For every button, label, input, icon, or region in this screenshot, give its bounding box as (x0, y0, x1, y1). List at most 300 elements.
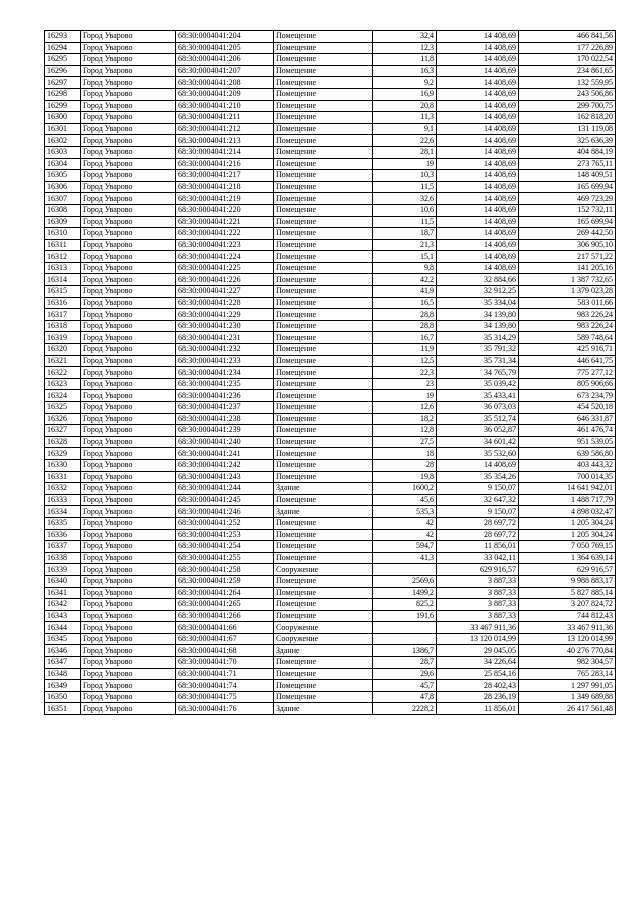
object-type-cell: Помещение (274, 239, 373, 251)
object-type-cell: Сооружение (274, 564, 373, 576)
object-type-cell: Помещение (274, 88, 373, 100)
object-type-cell: Помещение (274, 204, 373, 216)
locality-cell: Город Уварово (81, 123, 176, 135)
specific-value-cell: 3 887,33 (437, 599, 519, 611)
cadastral-number-cell: 68:30:0004041:265 (176, 599, 274, 611)
cadastral-value-cell: 983 226,24 (519, 320, 616, 332)
area-cell: 16,7 (373, 332, 437, 344)
row-number-cell: 16308 (45, 204, 81, 216)
object-type-cell: Помещение (274, 436, 373, 448)
area-cell: 12,3 (373, 42, 437, 54)
row-number-cell: 16328 (45, 436, 81, 448)
row-number-cell: 16294 (45, 42, 81, 54)
cadastral-number-cell: 68:30:0004041:206 (176, 54, 274, 66)
locality-cell: Город Уварово (81, 378, 176, 390)
area-cell: 28,7 (373, 657, 437, 669)
cadastral-value-cell: 1 387 732,65 (519, 274, 616, 286)
row-number-cell: 16318 (45, 320, 81, 332)
object-type-cell: Помещение (274, 320, 373, 332)
object-type-cell: Помещение (274, 657, 373, 669)
table-row (45, 262, 616, 274)
table-row (45, 633, 616, 645)
row-number-cell: 16301 (45, 123, 81, 135)
object-type-cell: Помещение (274, 494, 373, 506)
area-cell: 11,8 (373, 54, 437, 66)
row-number-cell: 16325 (45, 402, 81, 414)
locality-cell: Город Уварово (81, 65, 176, 77)
object-type-cell: Помещение (274, 123, 373, 135)
cadastral-value-cell: 425 916,71 (519, 344, 616, 356)
table-row (45, 228, 616, 240)
object-type-cell: Помещение (274, 425, 373, 437)
cadastral-value-cell: 805 906,66 (519, 378, 616, 390)
cadastral-value-cell: 1 297 991,05 (519, 680, 616, 692)
cadastral-value-cell: 162 818,20 (519, 112, 616, 124)
row-number-cell: 16350 (45, 691, 81, 703)
locality-cell: Город Уварово (81, 228, 176, 240)
specific-value-cell: 25 854,16 (437, 668, 519, 680)
cadastral-value-cell: 141 205,16 (519, 262, 616, 274)
area-cell: 9,1 (373, 123, 437, 135)
row-number-cell: 16296 (45, 65, 81, 77)
locality-cell: Город Уварово (81, 355, 176, 367)
table-row (45, 541, 616, 553)
locality-cell: Город Уварово (81, 587, 176, 599)
specific-value-cell: 13 120 014,99 (437, 633, 519, 645)
table-row (45, 123, 616, 135)
area-cell: 28 (373, 459, 437, 471)
specific-value-cell: 35 433,41 (437, 390, 519, 402)
locality-cell: Город Уварово (81, 517, 176, 529)
table-row (45, 402, 616, 414)
row-number-cell: 16327 (45, 425, 81, 437)
locality-cell: Город Уварово (81, 112, 176, 124)
cadastral-number-cell: 68:30:0004041:255 (176, 552, 274, 564)
cadastral-value-cell: 4 898 032,47 (519, 506, 616, 518)
area-cell: 10,6 (373, 204, 437, 216)
cadastral-value-cell: 325 636,39 (519, 135, 616, 147)
specific-value-cell: 28 697,72 (437, 517, 519, 529)
cadastral-value-cell: 243 506,86 (519, 88, 616, 100)
table-row (45, 31, 616, 43)
row-number-cell: 16295 (45, 54, 81, 66)
area-cell: 47,8 (373, 691, 437, 703)
cadastral-number-cell: 68:30:0004041:240 (176, 436, 274, 448)
area-cell: 1499,2 (373, 587, 437, 599)
cadastral-number-cell: 68:30:0004041:222 (176, 228, 274, 240)
table-row (45, 529, 616, 541)
locality-cell: Город Уварово (81, 54, 176, 66)
object-type-cell: Здание (274, 483, 373, 495)
specific-value-cell: 35 532,60 (437, 448, 519, 460)
locality-cell: Город Уварово (81, 100, 176, 112)
specific-value-cell: 34 601,42 (437, 436, 519, 448)
specific-value-cell: 14 408,69 (437, 170, 519, 182)
specific-value-cell: 14 408,69 (437, 459, 519, 471)
object-type-cell: Помещение (274, 42, 373, 54)
specific-value-cell: 14 408,69 (437, 193, 519, 205)
table-row (45, 42, 616, 54)
locality-cell: Город Уварово (81, 668, 176, 680)
object-type-cell: Помещение (274, 367, 373, 379)
area-cell: 45,7 (373, 680, 437, 692)
object-type-cell: Помещение (274, 146, 373, 158)
cadastral-value-cell: 40 276 770,84 (519, 645, 616, 657)
cadastral-value-cell: 9 988 883,17 (519, 575, 616, 587)
cadastral-value-cell: 165 699,94 (519, 216, 616, 228)
table-row (45, 181, 616, 193)
area-cell: 42 (373, 529, 437, 541)
cadastral-value-cell: 700 014,35 (519, 471, 616, 483)
row-number-cell: 16339 (45, 564, 81, 576)
cadastral-value-cell: 469 723,29 (519, 193, 616, 205)
table-row (45, 622, 616, 634)
cadastral-number-cell: 68:30:0004041:241 (176, 448, 274, 460)
locality-cell: Город Уварово (81, 471, 176, 483)
locality-cell: Город Уварово (81, 262, 176, 274)
table-row (45, 413, 616, 425)
area-cell: 2228,2 (373, 703, 437, 715)
object-type-cell: Помещение (274, 378, 373, 390)
area-cell: 9,8 (373, 262, 437, 274)
area-cell: 42 (373, 517, 437, 529)
specific-value-cell: 14 408,69 (437, 100, 519, 112)
cadastral-number-cell: 68:30:0004041:231 (176, 332, 274, 344)
locality-cell: Город Уварово (81, 297, 176, 309)
cadastral-value-cell: 951 539,05 (519, 436, 616, 448)
area-cell: 16,9 (373, 88, 437, 100)
specific-value-cell: 11 856,01 (437, 541, 519, 553)
cadastral-number-cell: 68:30:0004041:243 (176, 471, 274, 483)
specific-value-cell: 14 408,69 (437, 42, 519, 54)
row-number-cell: 16351 (45, 703, 81, 715)
locality-cell: Город Уварово (81, 77, 176, 89)
cadastral-number-cell: 68:30:0004041:236 (176, 390, 274, 402)
locality-cell: Город Уварово (81, 425, 176, 437)
specific-value-cell: 629 916,57 (437, 564, 519, 576)
cadastral-value-cell: 234 861,65 (519, 65, 616, 77)
cadastral-value-cell: 1 364 639,14 (519, 552, 616, 564)
cadastral-number-cell: 68:30:0004041:76 (176, 703, 274, 715)
cadastral-value-cell: 26 417 561,48 (519, 703, 616, 715)
object-type-cell: Помещение (274, 680, 373, 692)
area-cell: 594,7 (373, 541, 437, 553)
table-row (45, 286, 616, 298)
cadastral-number-cell: 68:30:0004041:238 (176, 413, 274, 425)
row-number-cell: 16337 (45, 541, 81, 553)
table-row (45, 494, 616, 506)
area-cell: 20,8 (373, 100, 437, 112)
cadastral-value-cell: 446 641,75 (519, 355, 616, 367)
locality-cell: Город Уварово (81, 575, 176, 587)
locality-cell: Город Уварово (81, 459, 176, 471)
specific-value-cell: 35 354,26 (437, 471, 519, 483)
object-type-cell: Помещение (274, 65, 373, 77)
cadastral-number-cell: 68:30:0004041:67 (176, 633, 274, 645)
specific-value-cell: 36 073,03 (437, 402, 519, 414)
area-cell: 32,6 (373, 193, 437, 205)
cadastral-number-cell: 68:30:0004041:239 (176, 425, 274, 437)
object-type-cell: Помещение (274, 274, 373, 286)
row-number-cell: 16314 (45, 274, 81, 286)
area-cell: 11,5 (373, 181, 437, 193)
cadastral-value-cell: 13 120 014,99 (519, 633, 616, 645)
specific-value-cell: 11 856,01 (437, 703, 519, 715)
table-row (45, 204, 616, 216)
object-type-cell: Здание (274, 506, 373, 518)
locality-cell: Город Уварово (81, 448, 176, 460)
table-row (45, 332, 616, 344)
object-type-cell: Помещение (274, 517, 373, 529)
locality-cell: Город Уварово (81, 309, 176, 321)
cadastral-value-cell: 466 841,56 (519, 31, 616, 43)
locality-cell: Город Уварово (81, 367, 176, 379)
object-type-cell: Помещение (274, 112, 373, 124)
specific-value-cell: 14 408,69 (437, 204, 519, 216)
row-number-cell: 16342 (45, 599, 81, 611)
table-row (45, 587, 616, 599)
table-row (45, 320, 616, 332)
specific-value-cell: 34 765,79 (437, 367, 519, 379)
cadastral-number-cell: 68:30:0004041:252 (176, 517, 274, 529)
table-row (45, 367, 616, 379)
table-row (45, 170, 616, 182)
table-row (45, 517, 616, 529)
specific-value-cell: 34 139,80 (437, 309, 519, 321)
table-row (45, 100, 616, 112)
specific-value-cell: 32 647,32 (437, 494, 519, 506)
area-cell: 191,6 (373, 610, 437, 622)
specific-value-cell: 35 334,04 (437, 297, 519, 309)
specific-value-cell: 29 045,05 (437, 645, 519, 657)
row-number-cell: 16322 (45, 367, 81, 379)
locality-cell: Город Уварово (81, 135, 176, 147)
row-number-cell: 16300 (45, 112, 81, 124)
cadastral-value-cell: 14 641 942,01 (519, 483, 616, 495)
specific-value-cell: 35 314,29 (437, 332, 519, 344)
cadastral-value-cell: 165 699,94 (519, 181, 616, 193)
table-row (45, 54, 616, 66)
table-row (45, 680, 616, 692)
cadastral-value-cell: 765 283,14 (519, 668, 616, 680)
locality-cell: Город Уварово (81, 31, 176, 43)
specific-value-cell: 14 408,69 (437, 262, 519, 274)
row-number-cell: 16329 (45, 448, 81, 460)
row-number-cell: 16304 (45, 158, 81, 170)
cadastral-value-cell: 1 488 717,79 (519, 494, 616, 506)
specific-value-cell: 28 236,19 (437, 691, 519, 703)
cadastral-value-cell: 177 226,89 (519, 42, 616, 54)
row-number-cell: 16334 (45, 506, 81, 518)
cadastral-number-cell: 68:30:0004041:223 (176, 239, 274, 251)
object-type-cell: Помещение (274, 170, 373, 182)
area-cell: 15,1 (373, 251, 437, 263)
area-cell: 27,5 (373, 436, 437, 448)
table-row (45, 459, 616, 471)
cadastral-number-cell: 68:30:0004041:246 (176, 506, 274, 518)
table-row (45, 297, 616, 309)
table-row (45, 251, 616, 263)
object-type-cell: Помещение (274, 691, 373, 703)
row-number-cell: 16344 (45, 622, 81, 634)
specific-value-cell: 35 791,32 (437, 344, 519, 356)
specific-value-cell: 14 408,69 (437, 251, 519, 263)
object-type-cell: Помещение (274, 471, 373, 483)
specific-value-cell: 14 408,69 (437, 181, 519, 193)
area-cell: 28,8 (373, 320, 437, 332)
row-number-cell: 16313 (45, 262, 81, 274)
specific-value-cell: 14 408,69 (437, 158, 519, 170)
area-cell: 12,5 (373, 355, 437, 367)
table-row (45, 274, 616, 286)
locality-cell: Город Уварово (81, 320, 176, 332)
locality-cell: Город Уварово (81, 344, 176, 356)
cadastral-value-cell: 33 467 911,36 (519, 622, 616, 634)
specific-value-cell: 14 408,69 (437, 88, 519, 100)
area-cell: 9,2 (373, 77, 437, 89)
row-number-cell: 16332 (45, 483, 81, 495)
object-type-cell: Помещение (274, 193, 373, 205)
specific-value-cell: 14 408,69 (437, 239, 519, 251)
area-cell: 21,3 (373, 239, 437, 251)
cadastral-number-cell: 68:30:0004041:216 (176, 158, 274, 170)
cadastral-number-cell: 68:30:0004041:213 (176, 135, 274, 147)
locality-cell: Город Уварово (81, 541, 176, 553)
cadastral-value-cell: 983 226,24 (519, 309, 616, 321)
table-body (45, 31, 616, 715)
specific-value-cell: 14 408,69 (437, 123, 519, 135)
area-cell: 12,8 (373, 425, 437, 437)
specific-value-cell: 32 884,66 (437, 274, 519, 286)
locality-cell: Город Уварово (81, 251, 176, 263)
area-cell: 16,5 (373, 297, 437, 309)
cadastral-number-cell: 68:30:0004041:264 (176, 587, 274, 599)
cadastral-number-cell: 68:30:0004041:218 (176, 181, 274, 193)
cadastral-value-cell: 1 205 304,24 (519, 517, 616, 529)
row-number-cell: 16306 (45, 181, 81, 193)
object-type-cell: Помещение (274, 529, 373, 541)
specific-value-cell: 36 052,87 (437, 425, 519, 437)
specific-value-cell: 14 408,69 (437, 135, 519, 147)
row-number-cell: 16315 (45, 286, 81, 298)
table-row (45, 390, 616, 402)
cadastral-number-cell: 68:30:0004041:212 (176, 123, 274, 135)
row-number-cell: 16297 (45, 77, 81, 89)
table-row (45, 425, 616, 437)
object-type-cell: Помещение (274, 413, 373, 425)
table-row (45, 65, 616, 77)
cadastral-number-cell: 68:30:0004041:217 (176, 170, 274, 182)
cadastral-number-cell: 68:30:0004041:214 (176, 146, 274, 158)
locality-cell: Город Уварово (81, 390, 176, 402)
locality-cell: Город Уварово (81, 622, 176, 634)
table-row (45, 471, 616, 483)
cadastral-value-cell: 673 234,79 (519, 390, 616, 402)
row-number-cell: 16343 (45, 610, 81, 622)
cadastral-value-cell: 299 700,75 (519, 100, 616, 112)
table-row (45, 610, 616, 622)
locality-cell: Город Уварово (81, 332, 176, 344)
object-type-cell: Помещение (274, 599, 373, 611)
cadastral-value-cell: 461 476,74 (519, 425, 616, 437)
locality-cell: Город Уварово (81, 657, 176, 669)
row-number-cell: 16336 (45, 529, 81, 541)
cadastral-value-cell: 589 748,64 (519, 332, 616, 344)
table-row (45, 657, 616, 669)
cadastral-number-cell: 68:30:0004041:254 (176, 541, 274, 553)
cadastral-number-cell: 68:30:0004041:242 (176, 459, 274, 471)
table-row (45, 668, 616, 680)
locality-cell: Город Уварово (81, 680, 176, 692)
cadastral-value-cell: 982 304,57 (519, 657, 616, 669)
row-number-cell: 16331 (45, 471, 81, 483)
specific-value-cell: 33 467 911,36 (437, 622, 519, 634)
specific-value-cell: 35 731,34 (437, 355, 519, 367)
area-cell: 19,8 (373, 471, 437, 483)
area-cell: 42,2 (373, 274, 437, 286)
row-number-cell: 16333 (45, 494, 81, 506)
cadastral-value-cell: 646 331,87 (519, 413, 616, 425)
object-type-cell: Помещение (274, 459, 373, 471)
cadastral-value-cell: 639 586,80 (519, 448, 616, 460)
locality-cell: Город Уварово (81, 286, 176, 298)
area-cell: 18,2 (373, 413, 437, 425)
cadastral-number-cell: 68:30:0004041:232 (176, 344, 274, 356)
row-number-cell: 16345 (45, 633, 81, 645)
cadastral-number-cell: 68:30:0004041:207 (176, 65, 274, 77)
row-number-cell: 16335 (45, 517, 81, 529)
table-row (45, 216, 616, 228)
row-number-cell: 16330 (45, 459, 81, 471)
row-number-cell: 16303 (45, 146, 81, 158)
cadastral-number-cell: 68:30:0004041:258 (176, 564, 274, 576)
table-row (45, 552, 616, 564)
cadastral-number-cell: 68:30:0004041:259 (176, 575, 274, 587)
table-row (45, 355, 616, 367)
object-type-cell: Помещение (274, 158, 373, 170)
object-type-cell: Помещение (274, 228, 373, 240)
cadastral-number-cell: 68:30:0004041:75 (176, 691, 274, 703)
specific-value-cell: 34 226,64 (437, 657, 519, 669)
locality-cell: Город Уварово (81, 691, 176, 703)
table-row (45, 193, 616, 205)
object-type-cell: Помещение (274, 100, 373, 112)
area-cell: 1386,7 (373, 645, 437, 657)
area-cell: 18 (373, 448, 437, 460)
area-cell: 22,3 (373, 367, 437, 379)
locality-cell: Город Уварово (81, 402, 176, 414)
locality-cell: Город Уварово (81, 181, 176, 193)
area-cell: 41,9 (373, 286, 437, 298)
cadastral-number-cell: 68:30:0004041:229 (176, 309, 274, 321)
table-row (45, 378, 616, 390)
cadastral-number-cell: 68:30:0004041:210 (176, 100, 274, 112)
row-number-cell: 16346 (45, 645, 81, 657)
object-type-cell: Помещение (274, 77, 373, 89)
row-number-cell: 16324 (45, 390, 81, 402)
row-number-cell: 16305 (45, 170, 81, 182)
cadastral-number-cell: 68:30:0004041:211 (176, 112, 274, 124)
area-cell: 11,9 (373, 344, 437, 356)
cadastral-number-cell: 68:30:0004041:253 (176, 529, 274, 541)
cadastral-number-cell: 68:30:0004041:208 (176, 77, 274, 89)
table-row (45, 239, 616, 251)
specific-value-cell: 32 912,25 (437, 286, 519, 298)
row-number-cell: 16320 (45, 344, 81, 356)
cadastral-value-cell: 3 207 824,72 (519, 599, 616, 611)
object-type-cell: Помещение (274, 344, 373, 356)
cadastral-number-cell: 68:30:0004041:220 (176, 204, 274, 216)
